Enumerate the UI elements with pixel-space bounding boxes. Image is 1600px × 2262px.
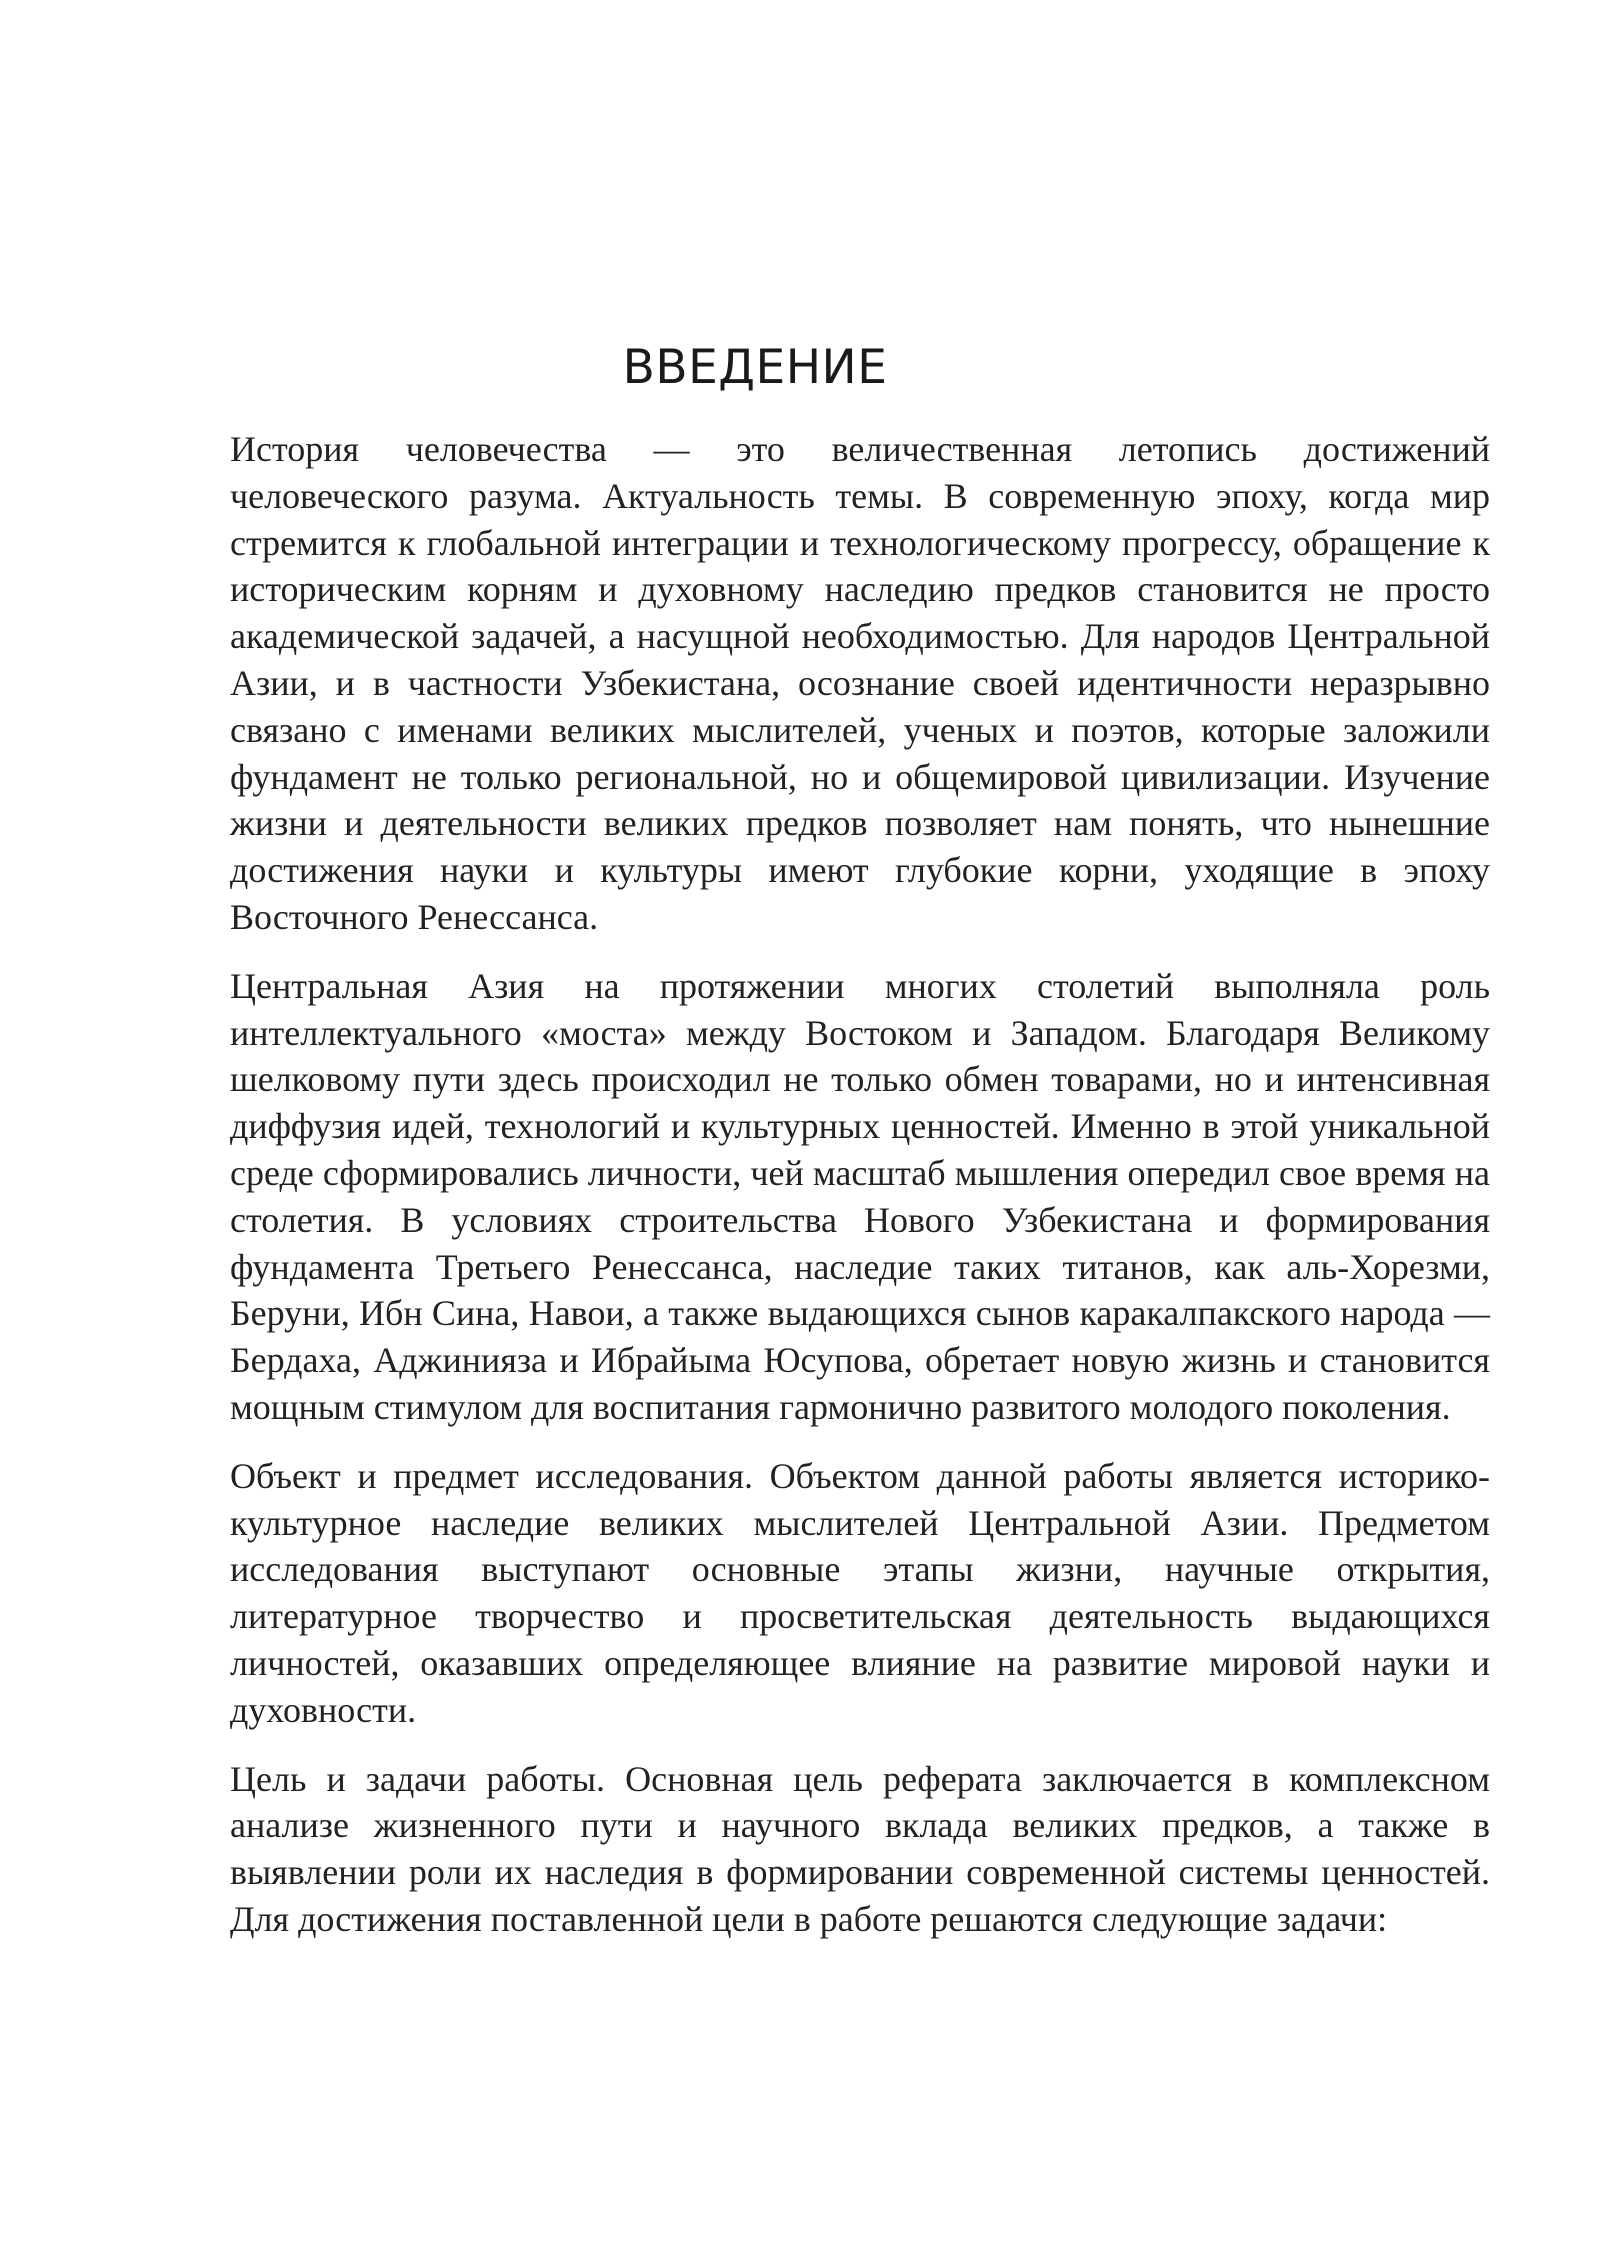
paragraph-central-asia: Центральная Азия на протяжении многих столетий выполняла роль интеллектуального «моста» между Востоком и Западом. Благодаря Великому шелковому пути здесь происходил не только обмен товарами, но и интенсивная диффузия идей, технологий и культурных ценностей. Именно в этой уникальной среде сформировались личности, чей масштаб мышления опередил свое время на столетия. В условиях строительства Нового Узбекистана и формирования фундамента Третьего Ренессанса, наследие таких титанов, как аль-Хорезми, Беруни, Ибн Сина, Навои, а также выдающихся сынов каракалпакского народа — Бердаха, Аджинияза и Ибрайыма Юсупова, обретает новую жизнь и становится мощным стимулом для воспитания гармонично развитого молодого поколения. [230,965,1490,1427]
paragraph-object-subject: Объект и предмет исследования. Объектом данной работы является историко-культурное наследие великих мыслителей Центральной Азии. Предметом исследования выступают основные этапы жизни, научные открытия, литературное творчество и просветительская деятельность выдающихся личностей, оказавших определяющее влияние на развитие мировой науки и духовности. [230,1455,1490,1730]
paragraph-goals: Цель и задачи работы. Основная цель реферата заключается в комплексном анализе жизненного пути и научного вклада великих предков, а также в выявлении роли их наследия в формировании современной системы ценностей. Для достижения поставленной цели в работе решаются следующие задачи: [230,1758,1490,1939]
document-body [230,426,1490,1965]
page-title: ВВЕДЕНИЕ [622,340,888,395]
paragraph-intro: История человечества — это величественная летопись достижений человеческого разума. Актуальность темы. В современную эпоху, когда мир стремится к глобальной интеграции и технологическому прогрессу, обращение к историческим корням и духовному наследию предков становится не просто академической задачей, а насущной необходимостью. Для народов Центральной Азии, и в частности Узбекистана, осознание своей идентичности неразрывно связано с именами великих мыслителей, ученых и поэтов, которые заложили фундамент не только региональной, но и общемировой цивилизации. Изучение жизни и деятельности великих предков позволяет нам понять, что нынешние достижения науки и культуры имеют глубокие корни, уходящие в эпоху Восточного Ренессанса. [230,429,1490,937]
